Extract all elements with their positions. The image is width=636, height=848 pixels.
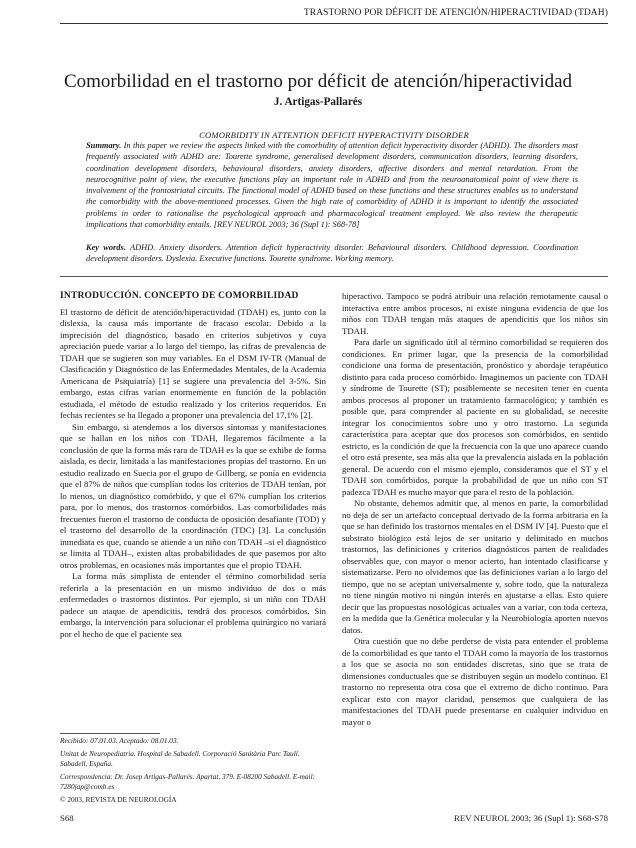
running-header: TRASTORNO POR DÉFICIT DE ATENCIÓN/HIPERACTIVIDAD (TDAH): [303, 8, 608, 18]
page-number: S68: [60, 813, 74, 823]
author-affiliation: Unitat de Neuropediatria. Hospital de Sabadell. Corporació Sanitària Parc Taulí. Sabadell, España.: [60, 748, 300, 768]
body-paragraph: La forma más simplista de entender el término comorbilidad sería referirla a la presentación en un mismo individuo de dos o más enfermedades o trastornos distintos. Por ejemplo, si un niño con TDAH padece un ataque de apendicitis, tendrá dos procesos comórbidos. Sin embargo, la intervención para solucionar el problema quirúrgico no variará por el hecho de que el paciente sea: [60, 571, 326, 639]
abstract-divider: [60, 276, 608, 277]
article-title: Comorbilidad en el trastorno por déficit de atención/hiperactividad: [63, 70, 573, 92]
body-paragraph: El trastorno de déficit de atención/hiperactividad (TDAH) es, junto con la dislexia, la causa más importante de fracaso escolar. Debido a la imprecisión del diagnóstico, basado en criterios subjetivos y cuya apreciación puede variar a lo largo del tiempo, las cifras de prevalencia de TDAH que se sugieren son muy variables. En el DSM IV-TR (Manual de Clasificación y Diagnóstico de las Enfermedades Mentales, de la Academia Americana de Psiquiatría) [1] se sugiere una prevalencia del 3-5%. Sin embargo, estas cifras varían enormemente en función de la población estudiada, el método de estudio realizado y los criterios requeridos. En fechas recientes se ha llegado a proponer una prevalencia del 17,1% [2].: [60, 306, 326, 420]
article-author: J. Artigas-Pallarés: [273, 96, 363, 108]
footnote-rule: [60, 733, 160, 734]
received-date: Recibido: 07.01.03. Aceptado: 08.01.03.: [60, 736, 179, 745]
body-paragraph: Otra cuestión que no debe perderse de vista para entender el problema de la comorbilidad es que tanto el TDAH como la mayoría de los trastornos a los que se asocia no son entidades discretas, sino que se trata de dimensiones conductuales que se distribuyen según un modelo continuo. El trastorno no representa otra cosa que el extremo de dicho continuo. Para explicar esto con mayor claridad, pensemos que cualquiera de las manifestaciones del TDAH puede presentarse en cualquier individuo en mayor o: [342, 636, 608, 727]
keywords-label: Key words.: [86, 243, 126, 252]
body-paragraph: No obstante, debemos admitir que, al menos en parte, la comorbilidad no deja de ser un artefacto conceptual derivado de la forma arbitraria en la que se han definido los trastornos mentales en el DSM IV [4]. Puesto que el substrato biológico está lejos de ser unitario y delimitado en muchos trastornos, las definiciones y criterios diagnósticos parten de realidades observables que, con mayor o menor acierto, han intentado clasificarse y sistematizarse. Pero no olvidemos que las definiciones varían a lo largo del tiempo, que no se aceptan universalmente y, sobre todo, que la naturaleza no tiene ningún motivo ni ningún interés en ajustarse a ellas. Esto quiere decir que las propuestas nosológicas actuales van a variar, con toda certeza, en la medida que la Genética molecular y la Neurobiología aporten nuevos datos.: [342, 498, 608, 635]
english-summary: [86, 140, 578, 230]
body-paragraph: Para darle un significado útil al término comorbilidad se requieren dos condiciones. En primer lugar, que la presencia de la comorbilidad condicione una forma de presentación, pronóstico y abordaje terapéutico distinto para cada proceso comórbido. Imaginemos un paciente con TDAH y síndrome de Tourette (ST); posiblemente se necesiten tener en cuenta ambos procesos al proponer un tratamiento farmacológico; y también es posible que, para comprender al paciente en su globalidad, se necesite integrar los conocimientos sobre uno y otro trastorno. La segunda característica para aceptar que dos procesos son comórbidos, en sentido estricto, es la condición de que la frecuencia con la que uno aparece cuando el otro está presente, sea más alta que la prevalencia aislada en la población general. De acuerdo con el mismo ejemplo, consideramos que el ST y el TDAH son comórbidos, porque la probabilidad de que un niño con ST padezca TDAH es mucho mayor que para el resto de la población.: [342, 337, 608, 497]
keywords-text: ADHD. Anxiety disorders. Attention deficit hyperactivity disorder. Behavioural disorders. Childhood depression. Coordination development disorders. Dyslexia. Executive functions. Tourette syndrome. Working memory.: [86, 243, 579, 264]
english-keywords: [86, 242, 578, 265]
body-paragraph: Sin embargo, si atendemos a los diversos síntomas y manifestaciones que se hallan en los niños con TDAH, llegaremos fácilmente a la conclusión de que la forma más rara de TDAH es la que se exhibe de forma aislada, es decir, limitada a las manifestaciones propias del trastorno. En un estudio realizado en Suecia por el grupo de Gillberg, se ponía en evidencia que el 87% de niños que cumplían todos los criterios de TDAH tenían, por lo menos, un diagnóstico comórbido, y que el 67% cumplían los criterios para, por lo menos, dos trastornos comórbidos. Las comorbilidades más frecuentes fueron el trastorno de conducta de oposición desafiante (TOD) y el trastorno del desarrollo de la coordinación (TDC) [3]. La conclusión inmediata es que, cuando se atiende a un niño con TDAH –si el diagnóstico se limita al TDAH–, existen altas probabilidades de que pasemos por alto otros problemas, en ocasiones más importantes que el propio TDAH.: [60, 421, 326, 570]
summary-label: Summary.: [86, 141, 122, 150]
english-title: COMORBIDITY IN ATTENTION DEFICIT HYPERACTIVITY DISORDER: [199, 130, 469, 140]
header-rule: [60, 23, 608, 24]
section-heading: INTRODUCCIÓN. CONCEPTO DE COMORBILIDAD: [60, 291, 299, 301]
summary-text: In this paper we review the aspects linked with the comorbidity of attention deficit hyperactivity disorder (ADHD). The disorders most frequently associated with ADHD are: Tourette syndrome, generalised development disorders, communication disorders, learning disorders, coordination development disorders, behavioural disorders, anxiety disorders, affective disorders and mental retardation. From the neurocognitive point of view, the executive functions play an important role in ADHD and from the neuroanatomical point of view there is involvement of the frontostriatal circuits. The functional model of ADHD based on these functions and these structures enables us to understand the comorbidity with the above-mentioned processes. Given the high rate of comorbidity of ADHD it is important to identify the associated problems in order to rationalise the psychological approach and pharmacological treatment employed. We also review the therapeutic implications that comorbidity entails. [REV NEUROL 2003; 36 (Supl 1): S68-78]: [86, 141, 579, 230]
footnotes: [60, 736, 326, 807]
copyright-notice: © 2003, REVISTA DE NEUROLOGÍA: [60, 794, 177, 804]
correspondence: Correspondencia: Dr. Josep Artigas-Pallarés. Apartat, 379. E-08200 Sabadell. E-mail: 7280jap@comb.es: [60, 771, 316, 791]
journal-reference: REV NEUROL 2003; 36 (Supl 1): S68-S78: [454, 813, 608, 823]
body-column-right: [342, 291, 608, 728]
body-paragraph: hiperactivo. Tampoco se podrá atribuir una relación remotamente causal o interactiva entre ambos procesos, ni existe ninguna evidencia de que los niños con TDAH tengan más ataques de apendicitis que los niños sin TDAH.: [342, 291, 608, 336]
body-column-left: [60, 291, 326, 640]
